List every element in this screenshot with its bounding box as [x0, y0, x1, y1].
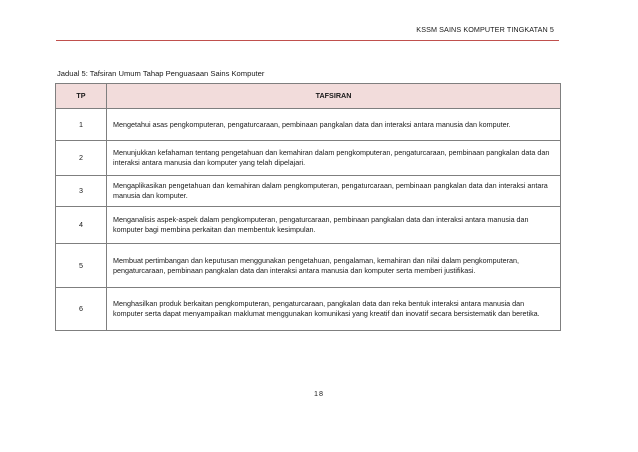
- tafsiran-text: Mengetahui asas pengkomputeran, pengaturcaraan, pembinaan pangkalan data dan interaksi antara manusia dan komputer.: [107, 109, 561, 141]
- tafsiran-text: Menunjukkan kefahaman tentang pengetahuan dan kemahiran dalam pengkomputeran, pengaturcaraan, pembinaan pangkalan data dan interaksi antara manusia dan komputer yang telah dipelajari.: [107, 141, 561, 176]
- tp-level: 4: [56, 207, 107, 244]
- tp-level: 1: [56, 109, 107, 141]
- table-row: [56, 207, 561, 244]
- table-row: [56, 176, 561, 207]
- table-row: [56, 288, 561, 331]
- tafsiran-text: Mengaplikasikan pengetahuan dan kemahiran dalam pengkomputeran, pengaturcaraan, pembinaan pangkalan data dan interaksi antara manusia dan komputer.: [107, 176, 561, 207]
- running-header: KSSM SAINS KOMPUTER TINGKATAN 5: [416, 25, 554, 34]
- table-row: [56, 109, 561, 141]
- table-header-row: [56, 84, 561, 109]
- page-number: 18: [314, 389, 324, 398]
- tp-level: 5: [56, 244, 107, 288]
- tp-level: 3: [56, 176, 107, 207]
- table-caption: Jadual 5: Tafsiran Umum Tahap Penguasaan Sains Komputer: [57, 69, 265, 78]
- tafsiran-text: Menganalisis aspek-aspek dalam pengkomputeran, pengaturcaraan, pembinaan pangkalan data dan interaksi antara manusia dan komputer bagi membina perkaitan dan membentuk kesimpulan.: [107, 207, 561, 244]
- column-header-tafsiran: TAFSIRAN: [107, 84, 561, 109]
- table-row: [56, 244, 561, 288]
- tafsiran-text: Membuat pertimbangan dan keputusan menggunakan pengetahuan, pengalaman, kemahiran dan nilai dalam pengkomputeran, pengaturcaraan, pembinaan pangkalan data dan interaksi antara manusia dan komputer serta memberi justifikasi.: [107, 244, 561, 288]
- tp-level: 6: [56, 288, 107, 331]
- header-rule: [56, 40, 559, 41]
- column-header-tp: TP: [56, 84, 107, 109]
- tafsiran-text: Menghasilkan produk berkaitan pengkomputeran, pengaturcaraan, pangkalan data dan reka bentuk interaksi antara manusia dan komputer serta dapat menyampaikan maklumat menggunakan komunikasi yang kreatif dan inovatif secara bersistematik dan beretika.: [107, 288, 561, 331]
- table-row: [56, 141, 561, 176]
- tp-level: 2: [56, 141, 107, 176]
- tafsiran-table: [55, 83, 561, 331]
